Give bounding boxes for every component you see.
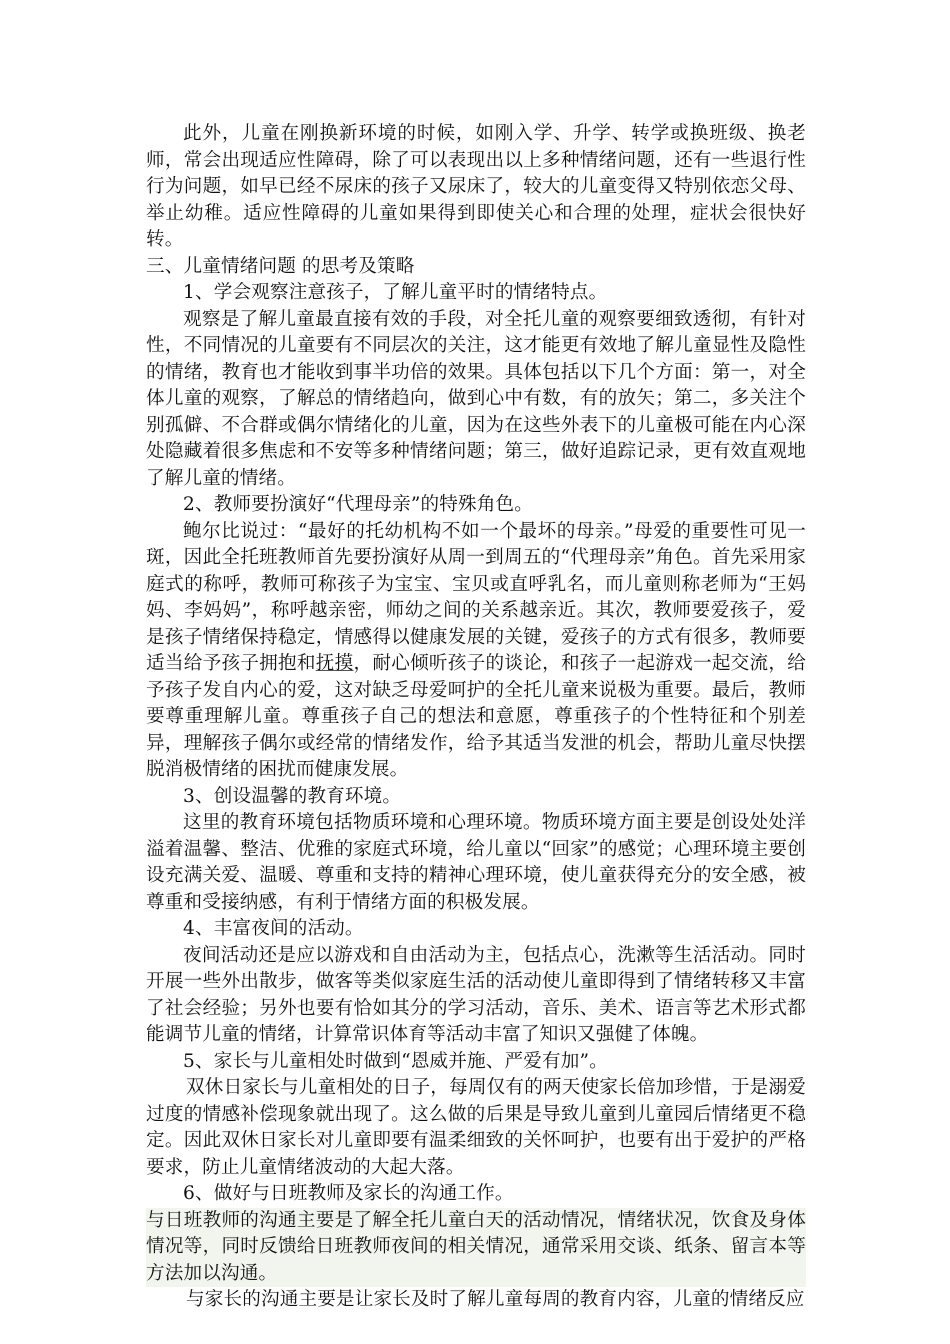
strategy-heading-6: 6、做好与日班教师及家长的沟通工作。 xyxy=(183,1183,514,1204)
strategy-body-3: 这里的教育环境包括物质环境和心理环境。物质环境方面主要是创设处处洋溢着温馨、整洁、优雅的家庭式环境，给儿童以“回家”的感觉；心理环境主要创设充满关爱、温暖、尊重和支持的精神心理环境，使儿童获得充分的安全感，被尊重和受接纳感，有利于情绪方面的积极发展。 xyxy=(146,812,806,913)
strategy-heading-5: 5、家长与儿童相处时做到“恩威并施、严爱有加”。 xyxy=(183,1050,608,1072)
strategy-heading-4: 4、丰富夜间的活动。 xyxy=(183,918,364,939)
strategy-body-2 xyxy=(146,519,806,784)
strategy-body-4: 夜间活动还是应以游戏和自由活动为主，包括点心，洗漱等生活活动。同时开展一些外出散步，做客等类似家庭生活的活动使儿童即得到了情绪转移又丰富了社会经验；另外也要有恰如其分的学习活动，音乐、美术、语言等艺术形式都能调节儿童的情绪，计算常识体育等活动丰富了知识又强健了体魄。 xyxy=(146,944,806,1045)
strategy-body-1: 观察是了解儿童最直接有效的手段，对全托儿童的观察要细致透彻，有针对性，不同情况的儿童要有不同层次的关注，这才能更有效地了解儿童显性及隐性的情绪，教育也才能收到事半功倍的效果。具体包括以下几个方面：第一，对全体儿童的观察，了解总的情绪趋向，做到心中有数，有的放矢；第二，多关注个别孤僻、不合群或偶尔情绪化的儿童，因为在这些外表下的儿童极可能在内心深处隐藏着很多焦虑和不安等多种情绪问题；第三，做好追踪记录，更有效直观地了解儿童的情绪。 xyxy=(146,308,806,489)
strategy-body-6-parent: 与家长的沟通主要是让家长及时了解儿童每周的教育内容，儿童的情绪反应 xyxy=(186,1289,805,1310)
underlined-term: 抚摸 xyxy=(315,653,354,674)
section-heading-three: 三、儿童情绪问题 的思考及策略 xyxy=(146,255,415,277)
strategy-body-6-teacher: 与日班教师的沟通主要是了解全托儿童白天的活动情况，情绪状况，饮食及身体情况等，同时反馈给日班教师夜间的相关情况，通常采用交谈、纸条、留言本等方法加以沟通。 xyxy=(146,1208,806,1288)
strategy-body-2-part-a: 鲍尔比说过：“最好的托幼机构不如一个最坏的母亲。”母爱的重要性可见一斑，因此全托班教师首先要扮演好从周一到周五的“代理母亲”角色。首先采用家庭式的称呼，教师可称孩子为宝宝、宝贝或直呼乳名，而儿童则称老师为“王妈妈、李妈妈”，称呼越亲密，师幼之间的关系越亲近。其次，教师要爱孩子，爱是孩子情绪保持稳定，情感得以健康发展的关键，爱孩子的方式有很多，教师要适当给予孩子拥抱和 xyxy=(146,520,806,674)
strategy-body-2-part-b: ，耐心倾听孩子的谈论，和孩子一起游戏一起交流，给予孩子发自内心的爱，这对缺乏母爱呵护的全托儿童来说极为重要。最后，教师要尊重理解儿童。尊重孩子自己的想法和意愿，尊重孩子的个性特征和个别差异，理解孩子偶尔或经常的情绪发作，给予其适当发泄的机会，帮助儿童尽快摆脱消极情绪的困扰而健康发展。 xyxy=(146,653,806,780)
strategy-heading-1: 1、学会观察注意孩子，了解儿童平时的情绪特点。 xyxy=(183,282,608,303)
strategy-body-5: 双休日家长与儿童相处的日子，每周仅有的两天使家长倍加珍惜，于是溺爱过度的情感补偿现象就出现了。这么做的后果是导致儿童到儿童园后情绪更不稳定。因此双休日家长对儿童即要有温柔细致的关怀呵护，也要有出于爱护的严格要求，防止儿童情绪波动的大起大落。 xyxy=(146,1077,806,1178)
paragraph-adaptive-disorder: 此外，儿童在刚换新环境的时候，如刚入学、升学、转学或换班级、换老师，常会出现适应性障碍，除了可以表现出以上多种情绪问题，还有一些退行性行为问题，如早已经不尿床的孩子又尿床了，较大的儿童变得又特别依恋父母、举止幼稚。适应性障碍的儿童如果得到即使关心和合理的处理，症状会很快好转。 xyxy=(146,123,806,250)
document-body xyxy=(146,121,806,1314)
strategy-heading-3: 3、创设温馨的教育环境。 xyxy=(183,785,402,807)
strategy-heading-2: 2、教师要扮演好“代理母亲”的特殊角色。 xyxy=(183,494,533,515)
